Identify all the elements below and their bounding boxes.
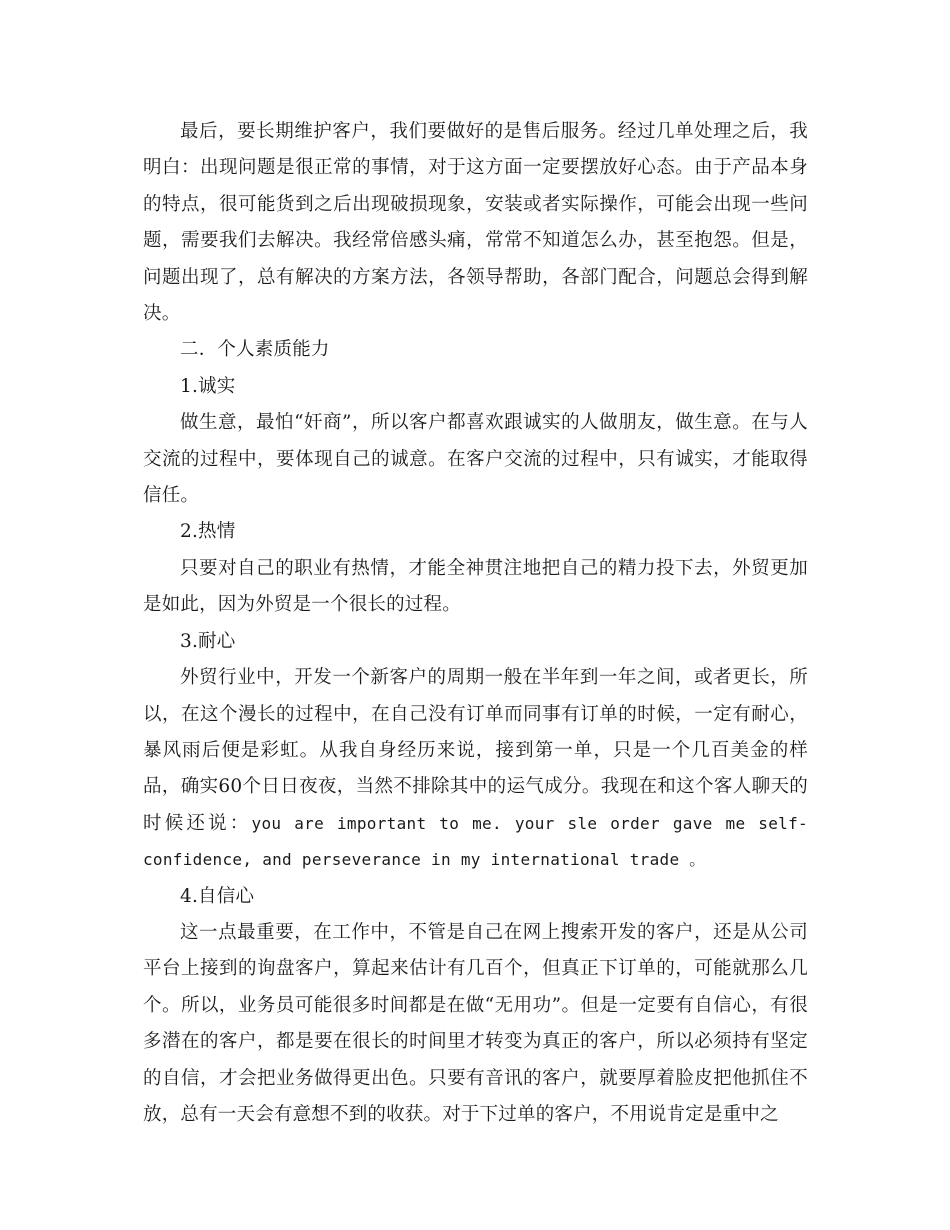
paragraph-patience-english-quote: you are important to me. your sle order gave me self-confidence, and perseverance in my international trade 。 bbox=[143, 813, 808, 870]
subheading-confidence: 4.自信心 bbox=[180, 885, 255, 907]
subheading-honesty: 1.诚实 bbox=[180, 375, 236, 397]
paragraph-patience bbox=[143, 660, 808, 878]
paragraph-patience-chinese: 外贸行业中，开发一个新客户的周期一般在半年到一年之间，或者更长，所以，在这个漫长的过程中，在自己没有订单而同事有订单的时候，一定有耐心，暴风雨后便是彩虹。从我自身经历来说，接到第一单，只是一个几百美金的样品，确实60个日日夜夜，当然不排除其中的运气成分。我现在和这个客人聊天的时候还说： bbox=[143, 667, 808, 834]
paragraph-honesty: 做生意，最怕“奸商”，所以客户都喜欢跟诚实的人做朋友，做生意。在与人交流的过程中，要体现自己的诚意。在客户交流的过程中，只有诚实，才能取得信任。 bbox=[143, 412, 808, 507]
paragraph-passion: 只要对自己的职业有热情，才能全神贯注地把自己的精力投下去，外贸更加是如此，因为外贸是一个很长的过程。 bbox=[143, 557, 808, 616]
document-body bbox=[143, 114, 808, 1133]
paragraph-confidence: 这一点最重要，在工作中，不管是自己在网上搜索开发的客户，还是从公司平台上接到的询盘客户，算起来估计有几百个，但真正下订单的，可能就那么几个。所以，业务员可能很多时间都是在做“无用功”。但是一定要有自信心，有很多潜在的客户，都是要在很长的时间里才转变为真正的客户，所以必须持有坚定的自信，才会把业务做得更出色。只要有音讯的客户，就要厚着脸皮把他抓住不放，总有一天会有意想不到的收获。对于下过单的客户，不用说肯定是重中之 bbox=[143, 921, 808, 1125]
subheading-passion: 2.热情 bbox=[180, 521, 236, 543]
paragraph-after-sales: 最后，要长期维护客户，我们要做好的是售后服务。经过几单处理之后，我明白：出现问题是很正常的事情，对于这方面一定要摆放好心态。由于产品本身的特点，很可能货到之后出现破损现象，安装或者实际操作，可能会出现一些问题，需要我们去解决。我经常倍感头痛，常常不知道怎么办，甚至抱怨。但是，问题出现了，总有解决的方案方法，各领导帮助，各部门配合，问题总会得到解决。 bbox=[143, 121, 808, 325]
subheading-patience: 3.耐心 bbox=[180, 630, 236, 652]
section-heading-personal-quality: 二．个人素质能力 bbox=[180, 339, 330, 361]
